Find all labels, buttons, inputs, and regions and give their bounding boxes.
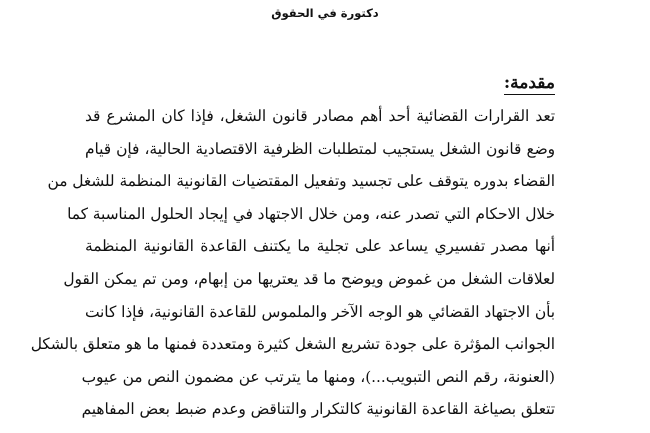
paragraph-line: لعلاقات الشغل من غموض ويوضح ما قد يعتريها من إبهام، ومن تم يمكن القول: [63, 269, 555, 288]
paragraph-line: وضع قانون الشغل يستجيب لمتطلبات الظرفية الاقتصادية الحالية، فإن قيام: [85, 139, 555, 158]
paragraph-line: القضاء بدوره يتوقف على تجسيد وتفعيل المقتضيات القانونية المنظمة للشغل من: [47, 172, 555, 191]
section-heading: مقدمة:: [503, 73, 555, 93]
paragraph-line: بأن الاجتهاد القضائي هو الوجه الآخر والملموس للقاعدة القانونية، فإذا كانت: [85, 302, 555, 321]
page-header: دكتورة في الحقوق: [271, 6, 379, 20]
paragraph-line: تعد القرارات القضائية أحد أهم مصادر قانون الشغل، فإذا كان المشرع قد: [85, 107, 555, 125]
paragraph-line: تتعلق بصياغة القاعدة القانونية كالتكرار والتناقض وعدم ضبط بعض المفاهيم: [81, 400, 555, 419]
paragraph-line: الجوانب المؤثرة على جودة تشريع الشغل كثيرة ومتعددة فمنها ما هو متعلق بالشكل: [30, 335, 555, 354]
paragraph-line: (العنونة، رقم النص التبويب...)، ومنها ما يترتب عن مضمون النص من عيوب: [81, 367, 555, 386]
paragraph-line: خلال الاحكام التي تصدر عنه، ومن خلال الاجتهاد في إيجاد الحلول المناسبة كما: [67, 204, 555, 223]
paragraph-line: أنها مصدر تفسيري يساعد على تجلية ما يكتنف القاعدة القانونية المنظمة: [85, 237, 555, 256]
body-paragraph: [30, 100, 555, 426]
